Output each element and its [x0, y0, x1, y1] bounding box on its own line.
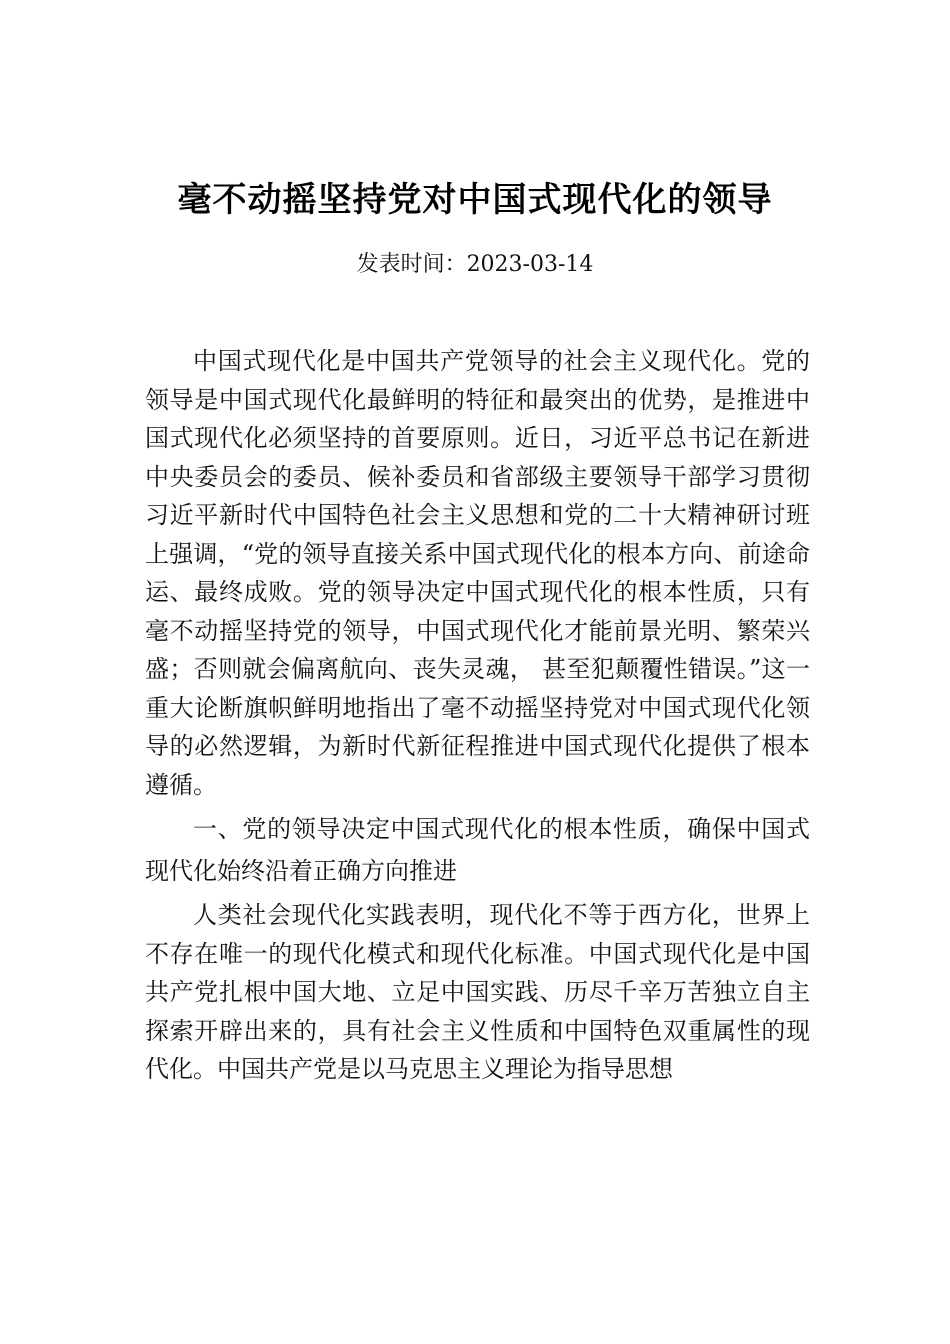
- paragraph-intro: 中国式现代化是中国共产党领导的社会主义现代化。党的领导是中国式现代化最鲜明的特征和最突出的优势，是推进中国式现代化必须坚持的首要原则。近日，习近平总书记在新进中央委员会的委员、候补委员和省部级主要领导干部学习贯彻习近平新时代中国特色社会主义思想和党的二十大精神研讨班上强调，“党的领导直接关系中国式现代化的根本方向、前途命运、最终成败。党的领导决定中国式现代化的根本性质，只有毫不动摇坚持党的领导，中国式现代化才能前景光明、繁荣兴盛；否则就会偏离航向、丧失灵魂， 甚至犯颠覆性错误。”这一重大论断旗帜鲜明地指出了毫不动摇坚持党对中国式现代化领导的必然逻辑，为新时代新征程推进中国式现代化提供了根本遵循。: [145, 347, 810, 799]
- document-body: [145, 342, 810, 1089]
- document-title: 毫不动摇坚持党对中国式现代化的领导: [177, 180, 773, 220]
- publish-date: 发表时间：2023-03-14: [356, 252, 594, 277]
- paragraph-section-1: 人类社会现代化实践表明，现代化不等于西方化，世界上不存在唯一的现代化模式和现代化标准。中国式现代化是中国共产党扎根中国大地、立足中国实践、历尽千辛万苦独立自主探索开辟出来的，具有社会主义性质和中国特色双重属性的现代化。中国共产党是以马克思主义理论为指导思想: [145, 901, 810, 1083]
- section-heading-1: 一、党的领导决定中国式现代化的根本性质，确保中国式现代化始终沿着正确方向推进: [145, 815, 810, 885]
